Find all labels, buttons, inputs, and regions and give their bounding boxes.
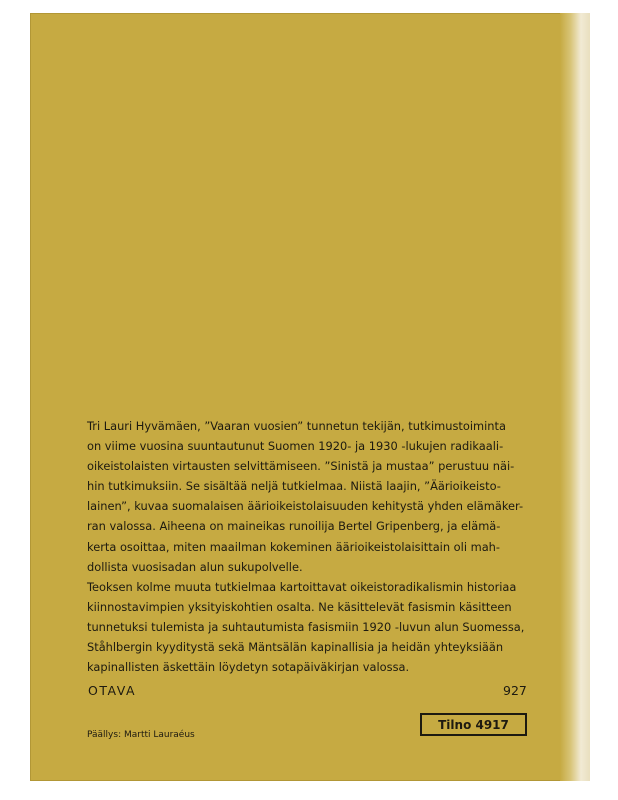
description-line: dollista vuosisadan alun sukupolvelle. bbox=[87, 559, 303, 574]
series-number: 927 bbox=[503, 683, 527, 698]
description-line: hin tutkimuksiin. Se sisältää neljä tutkielmaa. Niistä laajin, ”Äärioikeisto- bbox=[87, 479, 501, 494]
publisher-name: OTAVA bbox=[88, 683, 137, 698]
description-line: oikeistolaisten virtausten selvittämiseen. ”Sinistä ja mustaa” perustuu näi- bbox=[87, 459, 515, 474]
description-line: Tri Lauri Hyvämäen, ”Vaaran vuosien” tunnetun tekijän, tutkimustoiminta bbox=[87, 419, 506, 433]
description-line: on viime vuosina suuntautunut Suomen 1920- ja 1930 -lukujen radikaali- bbox=[87, 439, 504, 454]
description-line: kapinallisten äskettäin löydetyn sotapäiväkirjan valossa. bbox=[87, 660, 410, 675]
description-line: kiinnostavimpien yksityiskohtien osalta. Ne käsittelevät fasismin käsitteen bbox=[87, 599, 512, 614]
order-number-box bbox=[420, 713, 527, 736]
description-line: ran valossa. Aiheena on maineikas runoilija Bertel Gripenberg, ja elämä- bbox=[87, 519, 501, 534]
description-line: tunnetuksi tulemista ja suhtautumista fasismiin 1920 -luvun alun Suomessa, bbox=[87, 619, 525, 634]
description-line: lainen”, kuvaa suomalaisen äärioikeistolaisuuden kehitystä yhden elämäker- bbox=[87, 499, 524, 514]
book-spine-edge bbox=[560, 13, 590, 781]
cover-design-credit: Päällys: Martti Lauraéus bbox=[87, 730, 195, 740]
description-line: Teoksen kolme muuta tutkielmaa kartoittavat oikeistoradikalismin historiaa bbox=[87, 579, 517, 594]
order-number: Tilno 4917 bbox=[438, 717, 509, 732]
book-description bbox=[87, 416, 535, 677]
description-line: kerta osoittaa, miten maailman kokeminen äärioikeistolaisittain oli mah- bbox=[87, 539, 501, 554]
description-line: Ståhlbergin kyyditystä sekä Mäntsälän kapinallisia ja heidän yhteyksiään bbox=[87, 640, 504, 655]
